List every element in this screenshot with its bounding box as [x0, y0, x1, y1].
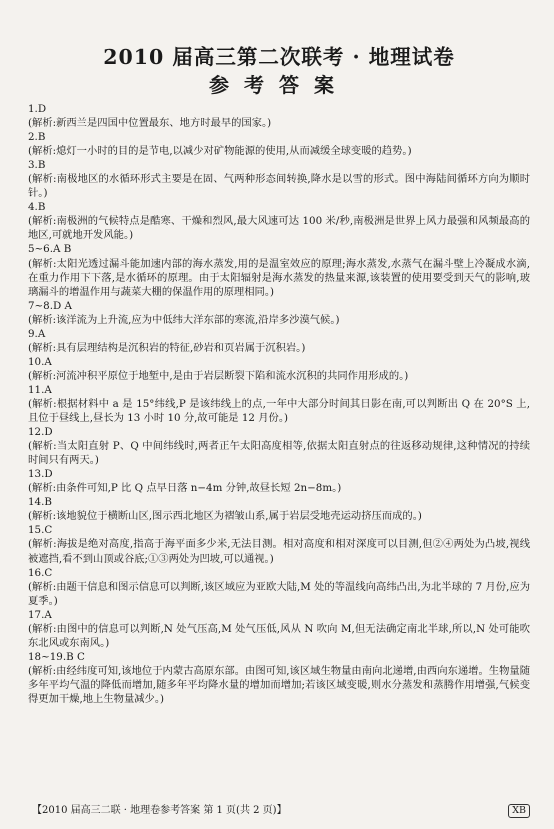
answer-item: [28, 158, 530, 200]
answer-label: 10.A: [28, 355, 52, 368]
answer-label: 16.C: [28, 566, 53, 579]
page-subtitle: 参考答案: [209, 73, 349, 97]
answer-label: 18~19.B C: [28, 650, 85, 663]
answer-item: [28, 608, 530, 650]
answer-explanation: (解析:具有层理结构是沉积岩的特征,砂岩和页岩属于沉积岩。): [28, 341, 306, 354]
answer-item: [28, 327, 530, 355]
answer-label: 2.B: [28, 131, 46, 144]
answer-explanation: (解析:南极洲的气候特点是酷寒、干燥和烈风,最大风速可达 100 米/秒,南极洲是世界上风力最强和风频最高的地区,可就地开发风能。): [28, 215, 530, 242]
answer-label: 14.B: [28, 496, 52, 509]
answer-explanation: (解析:海拔是绝对高度,指高于海平面多少米,无法目测。相对高度和相对深度可以目测,但②④两处为凸坡,视线被遮挡,看不到山顶或谷底;①③两处为凹坡,可以通视。): [28, 538, 530, 565]
answer-explanation: (解析:由条件可知,P 比 Q 点早日落 n−4m 分钟,故昼长短 2n−8m。): [28, 482, 342, 495]
answer-item: [28, 566, 530, 608]
answer-explanation: (解析:根据材料中 a 是 15°纬线,P 是该纬线上的点,一年中大部分时间其日影在南,可以判断出 Q 在 20°S 上,且位于昼线上,昼长为 13 小时 10 分,故可能是 12 月份。): [28, 397, 530, 425]
answer-item: [28, 495, 530, 523]
answer-explanation: (解析:由图中的信息可以判断,N 处气压高,M 处气压低,风从 N 吹向 M,但无法确定南北半球,所以,N 处可能吹东北风或东南风。): [28, 622, 530, 649]
answer-item: [28, 650, 530, 706]
answer-explanation: (解析:太阳光透过漏斗能加速内部的海水蒸发,用的是温室效应的原理;海水蒸发,水蒸气在漏斗壁上冷凝成水滴,在重力作用下下落,是水循环的原理。由于太阳辐射是海水蒸发的热量来源,该装置的使用要受到天气的影响,玻璃漏斗的增温作用与蔬菜大棚的保温作用的原理相同。): [28, 257, 530, 298]
answer-explanation: (解析:该地貌位于横断山区,图示西北地区为褶皱山系,属于岩层受地壳运动挤压而成的。): [28, 510, 422, 523]
answer-item: [28, 299, 530, 327]
footer-badge: XB: [508, 804, 530, 818]
answer-item: [28, 200, 530, 242]
answer-explanation: (解析:新西兰是四国中位置最东、地方时最早的国家。): [28, 117, 272, 130]
answer-item: [28, 102, 530, 130]
answer-explanation: (解析:由经纬度可知,该地位于内蒙古高原东部。由图可知,该区域生物量由南向北递增,由西向东递增。生物量随多年平均气温的降低而增加,随多年平均降水量的增加而增加;若该区域变暖,则水分蒸发和蒸腾作用增强,气候变得更加干燥,地上生物量减少。): [28, 664, 530, 705]
answer-item: [28, 523, 530, 565]
answer-label: 7~8.D A: [28, 299, 72, 312]
answer-explanation: (解析:熄灯一小时的目的是节电,以减少对矿物能源的使用,从而减缓全球变暖的趋势。): [28, 145, 412, 158]
answer-label: 11.A: [28, 383, 52, 396]
answer-label: 3.B: [28, 159, 46, 172]
answer-label: 17.A: [28, 608, 52, 621]
answer-explanation: (解析:河流冲积平原位于地堑中,是由于岩层断裂下陷和流水沉积的共同作用形成的。): [28, 369, 409, 382]
answer-item: [28, 383, 530, 425]
answer-list: [28, 102, 530, 706]
page-footer: [32, 804, 530, 818]
answer-item: [28, 425, 530, 467]
answer-label: 9.A: [28, 327, 46, 340]
answer-label: 12.D: [28, 426, 53, 439]
answer-item: [28, 242, 530, 298]
answer-item: [28, 355, 530, 383]
answer-explanation: (解析:该洋流为上升流,应为中低纬大洋东部的寒流,沿岸多沙漠气候。): [28, 313, 340, 326]
answer-label: 5~6.A B: [28, 243, 72, 256]
answer-explanation: (解析:南极地区的水循环形式主要是在固、气两种形态间转换,降水是以雪的形式。图中海陆间循环方向为顺时针。): [28, 173, 530, 200]
answer-item: [28, 130, 530, 158]
page-title: 2010 届高三第二次联考 · 地理试卷: [103, 45, 455, 69]
answer-item: [28, 467, 530, 495]
answer-label: 4.B: [28, 201, 46, 214]
answer-explanation: (解析:当太阳直射 P、Q 中间纬线时,两者正午太阳高度相等,依据太阳直射点的往返移动规律,这种情况的持续时间只有两天。): [28, 440, 530, 467]
answer-explanation: (解析:由题干信息和图示信息可以判断,该区域应为亚欧大陆,M 处的等温线向高纬凸出,为北半球的 7 月份,应为夏季。): [28, 580, 530, 607]
footer-page-info: 【2010 届高三二联 · 地理卷参考答案 第 1 页(共 2 页)】: [32, 805, 287, 816]
answer-label: 13.D: [28, 468, 53, 481]
answer-label: 15.C: [28, 524, 53, 537]
answer-label: 1.D: [28, 103, 47, 115]
